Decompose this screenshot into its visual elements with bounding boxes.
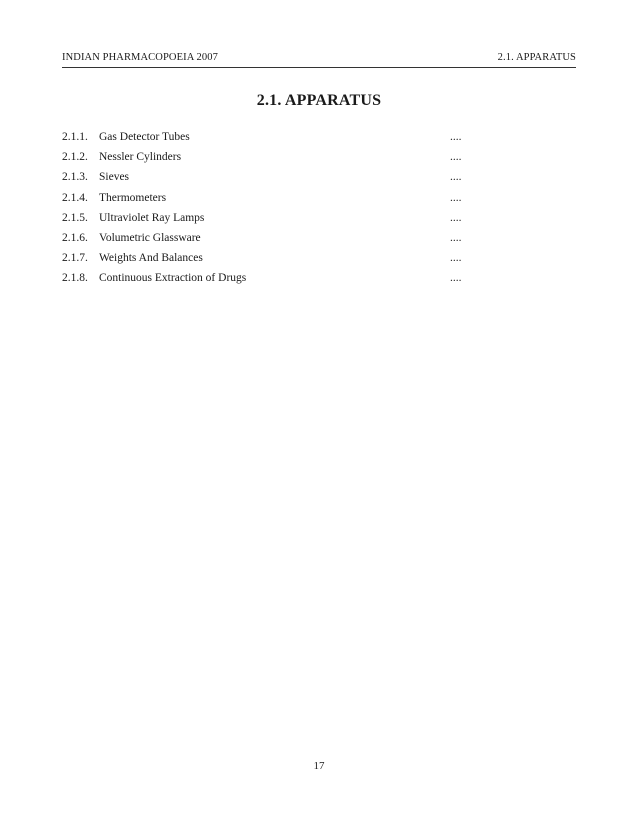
toc-number: 2.1.8. bbox=[62, 272, 88, 285]
toc-number: 2.1.5. bbox=[62, 211, 88, 224]
toc-title: Continuous Extraction of Drugs bbox=[99, 272, 247, 285]
toc-page: .... bbox=[450, 171, 462, 184]
toc-title: Volumetric Glassware bbox=[99, 231, 201, 244]
toc-entry bbox=[62, 228, 482, 248]
toc-entry bbox=[62, 167, 482, 187]
toc-entry bbox=[62, 127, 482, 147]
toc-number: 2.1.2. bbox=[62, 151, 88, 164]
toc-page: .... bbox=[450, 151, 462, 164]
page-title: 2.1. APPARATUS bbox=[256, 92, 382, 109]
toc-title: Ultraviolet Ray Lamps bbox=[99, 211, 205, 224]
toc-entry bbox=[62, 188, 482, 208]
toc-page: .... bbox=[450, 191, 462, 204]
toc-number: 2.1.6. bbox=[62, 231, 88, 244]
toc-title: Sieves bbox=[99, 171, 130, 184]
toc-page: .... bbox=[450, 231, 462, 244]
toc-page: .... bbox=[450, 131, 462, 143]
toc-page: .... bbox=[450, 272, 462, 285]
toc-entry bbox=[62, 147, 482, 167]
toc-page: .... bbox=[450, 252, 462, 265]
table-of-contents bbox=[62, 127, 482, 289]
header-section: 2.1. APPARATUS bbox=[497, 52, 576, 63]
header-publication: INDIAN PHARMACOPOEIA 2007 bbox=[62, 52, 218, 63]
toc-entry bbox=[62, 208, 482, 228]
toc-number: 2.1.1. bbox=[62, 131, 88, 143]
toc-title: Gas Detector Tubes bbox=[99, 131, 190, 143]
toc-entry bbox=[62, 268, 482, 288]
toc-title: Nessler Cylinders bbox=[99, 151, 182, 164]
toc-entry bbox=[62, 248, 482, 268]
toc-number: 2.1.3. bbox=[62, 171, 88, 184]
toc-title: Thermometers bbox=[99, 191, 167, 204]
toc-number: 2.1.7. bbox=[62, 252, 88, 265]
page-number: 17 bbox=[313, 760, 325, 772]
header-rule bbox=[62, 67, 576, 68]
toc-page: .... bbox=[450, 211, 462, 224]
running-header bbox=[62, 52, 576, 66]
toc-number: 2.1.4. bbox=[62, 191, 88, 204]
toc-title: Weights And Balances bbox=[99, 252, 203, 265]
